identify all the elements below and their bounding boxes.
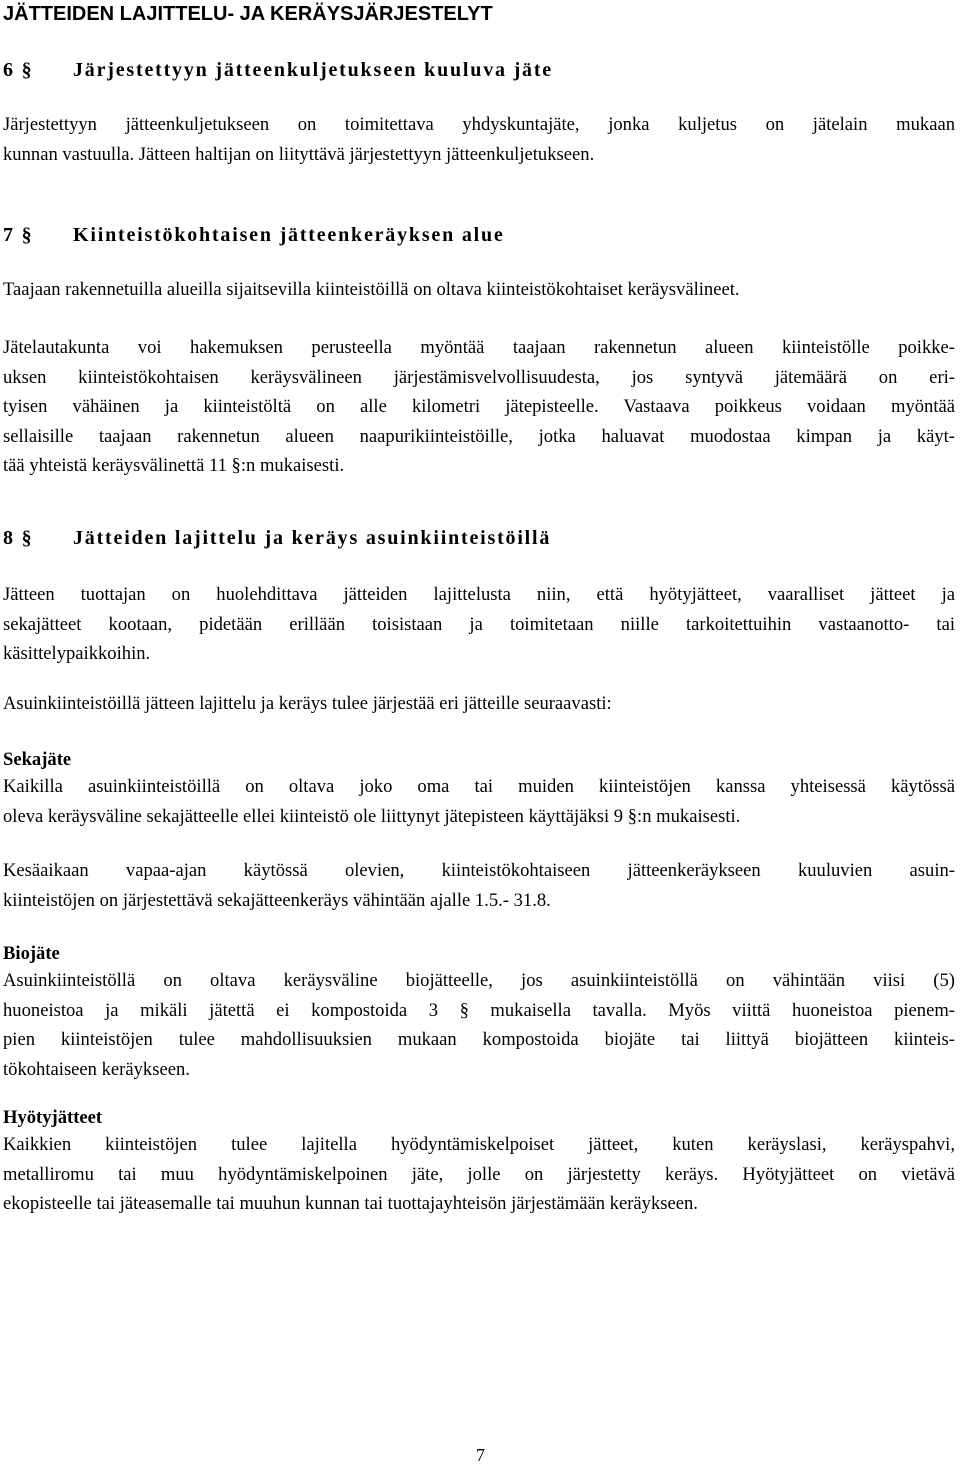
subsection-heading-hyotyjatteet: Hyötyjätteet — [3, 1107, 103, 1128]
paragraph — [3, 772, 955, 831]
text-line: käsittelypaikkoihin. — [3, 643, 151, 664]
text-line: Kaikkien kiinteistöjen tulee lajitella hyödyntämiskelpoiset jätteet, kuten keräyslasi, keräyspahvi, — [3, 1134, 955, 1155]
paragraph — [3, 689, 955, 719]
text-line: Kesäaikaan vapaa-ajan käytössä olevien, kiinteistökohtaiseen jätteenkeräykseen kuuluvien asuin- — [3, 860, 955, 881]
section-number: 6 § — [3, 59, 34, 81]
text-line: tökohtaiseen keräykseen. — [3, 1058, 190, 1080]
section-title: Jätteiden lajittelu ja keräys asuinkiinteistöillä — [73, 527, 552, 549]
text-line: sekajätteet kootaan, pidetään erillään toisistaan ja toimitetaan niille tarkoitettuihin vastaanotto- tai — [3, 613, 955, 635]
text-line: Asuinkiinteistöillä jätteen lajittelu ja keräys tulee järjestää eri jätteille seuraavasti: — [3, 693, 612, 714]
text-line: kiinteistöjen on järjestettävä sekajätteenkeräys vähintään ajalle 1.5.- 31.8. — [3, 889, 551, 911]
text-line: Jätelautakunta voi hakemuksen perusteella myöntää taajaan rakennetun alueen kiinteistölle poikke- — [3, 337, 955, 358]
text-line: ekopisteelle tai jäteasemalle tai muuhun kunnan tai tuottajayhteisön järjestämään keräykseen. — [3, 1193, 698, 1214]
text-line: Jätteen tuottajan on huolehdittava jätteiden lajittelusta niin, että hyötyjätteet, vaaralliset jätteet ja — [3, 584, 955, 605]
text-line: oleva keräysväline sekajätteelle ellei kiinteistö ole liittynyt jätepisteen käyttäjäksi 9 §:n mukaisesti. — [3, 805, 741, 827]
subsection-heading-biojate: Biojäte — [3, 943, 60, 964]
text-line: kunnan vastuulla. Jätteen haltijan on liityttävä järjestettyyn jätteenkuljetukseen. — [3, 143, 595, 165]
paragraph — [3, 580, 955, 669]
page-number: 7 — [476, 1445, 485, 1465]
section-title: Kiinteistökohtaisen jätteenkeräyksen alue — [73, 224, 505, 246]
section-title: Järjestettyyn jätteenkuljetukseen kuuluva jäte — [73, 59, 553, 81]
text-line: tää yhteistä keräysvälinettä 11 §:n mukaisesti. — [3, 455, 345, 476]
text-line: pien kiinteistöjen tulee mahdollisuuksien mukaan kompostoida biojäte tai liittyä biojätteen kiinteis- — [3, 1029, 955, 1050]
subsection-heading-sekajate: Sekajäte — [3, 749, 72, 770]
section-8-heading — [3, 525, 551, 551]
text-line: tyisen vähäinen ja kiinteistöltä on alle kilometri jätepisteelle. Vastaava poikkeus voidaan myöntää — [3, 396, 955, 417]
paragraph — [3, 966, 955, 1084]
document-title: JÄTTEIDEN LAJITTELU- JA KERÄYSJÄRJESTELYT — [3, 3, 493, 25]
text-line: metalliromu tai muu hyödyntämiskelpoinen jäte, jolle on järjestetty keräys. Hyötyjätteet on vietävä — [3, 1163, 955, 1185]
section-number: 8 § — [3, 527, 34, 549]
text-line: Taajaan rakennetuilla alueilla sijaitsevilla kiinteistöillä on oltava kiinteistökohtaiset keräysvälineet. — [3, 279, 740, 300]
paragraph — [3, 333, 955, 481]
paragraph — [3, 1130, 955, 1219]
text-line: Asuinkiinteistöllä on oltava keräysväline biojätteelle, jos asuinkiinteistöllä on vähintään viisi (5) — [3, 970, 955, 991]
text-line: Kaikilla asuinkiinteistöillä on oltava joko oma tai muiden kiinteistöjen kanssa yhteisessä käytössä — [3, 776, 955, 797]
paragraph — [3, 856, 955, 915]
section-6-heading — [3, 57, 553, 83]
text-line: sellaisille taajaan rakennetun alueen naapurikiinteistöille, jotka haluavat muodostaa kimpan ja käyt- — [3, 425, 955, 447]
paragraph — [3, 275, 955, 305]
paragraph — [3, 110, 955, 169]
text-line: huoneistoa ja mikäli jätettä ei kompostoida 3 § mukaisella tavalla. Myös viittä huoneistoa pienem- — [3, 999, 955, 1021]
section-7-heading — [3, 222, 505, 248]
text-line: uksen kiinteistökohtaisen keräysvälineen järjestämisvelvollisuudesta, jos syntyvä jätemäärä on eri- — [3, 366, 955, 388]
text-line: Järjestettyyn jätteenkuljetukseen on toimitettava yhdyskuntajäte, jonka kuljetus on jätelain mukaan — [3, 114, 955, 135]
section-number: 7 § — [3, 224, 34, 246]
